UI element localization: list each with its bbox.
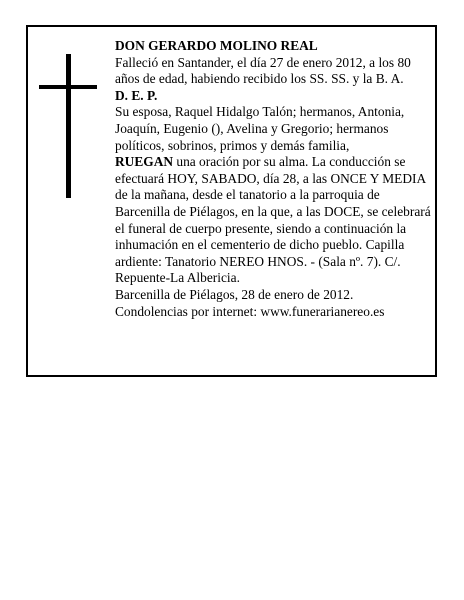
ruegan-label: RUEGAN bbox=[115, 154, 174, 170]
death-announcement: Falleció en Santander, el día 27 de enero 2012, a los 80 años de edad, habiendo recibido los SS. SS. y la B. A. bbox=[115, 54, 411, 87]
obituary-text bbox=[115, 38, 435, 320]
family-list: Su esposa, Raquel Hidalgo Talón; hermanos, Antonia, Joaquín, Eugenio (), Avelina y Gregorio; hermanos políticos, sobrinos, primos y demás familia, bbox=[115, 104, 405, 153]
request-paragraph bbox=[115, 154, 435, 287]
request-text: una oración por su alma. La conducción se efectuará HOY, SABADO, día 28, a las ONCE Y MEDIA de la mañana, desde el tanatorio a la parroquia de Barcenilla de Piélagos, en la que, a las DOCE, se celebrará el funeral de cuerpo presente, siendo a continuación la inhumación en el cementerio de dicho pueblo. Capilla ardiente: Tanatorio NEREO HNOS. - (Sala nº. 7). C/. Repuente-La Albericia. bbox=[115, 154, 431, 286]
cross-icon bbox=[66, 54, 71, 198]
obituary-notice bbox=[26, 25, 437, 377]
place-date: Barcenilla de Piélagos, 28 de enero de 2012. bbox=[115, 286, 354, 302]
condolences-line: Condolencias por internet: www.funerarianereo.es bbox=[115, 303, 385, 319]
rip-label: D. E. P. bbox=[115, 87, 158, 103]
deceased-name: DON GERARDO MOLINO REAL bbox=[115, 38, 318, 53]
cross-icon-bar bbox=[39, 85, 97, 89]
